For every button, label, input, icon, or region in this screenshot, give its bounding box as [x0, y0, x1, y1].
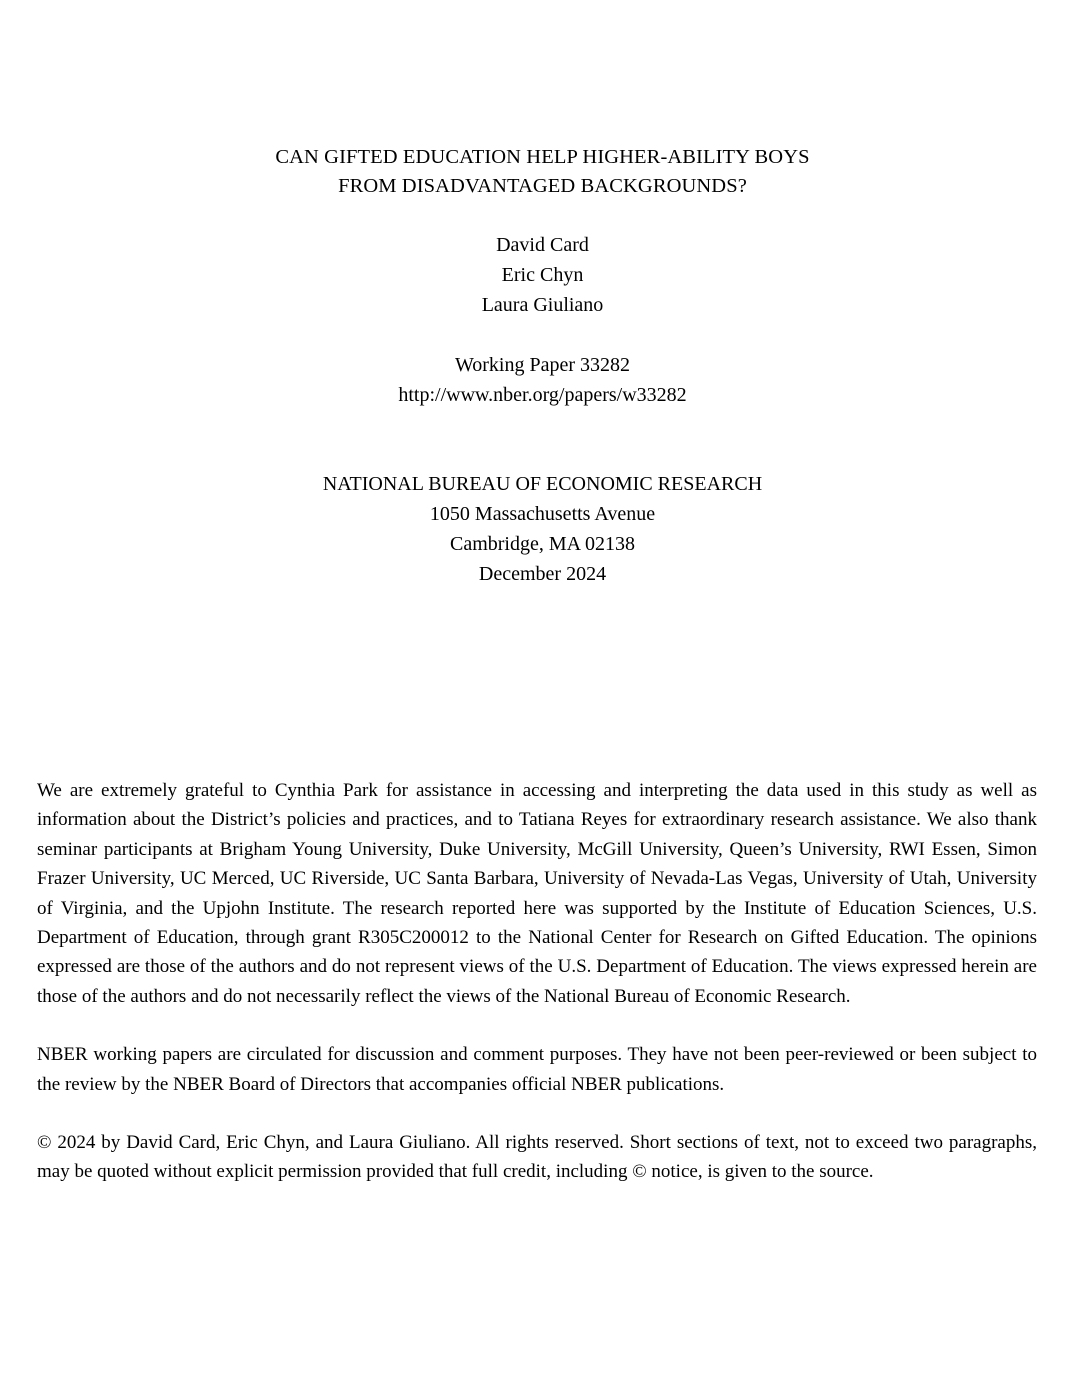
header-block	[0, 143, 1085, 589]
copyright-paragraph: © 2024 by David Card, Eric Chyn, and Laura Giuliano. All rights reserved. Short sections of text, not to exceed two paragraphs, may be quoted without explicit permission provided that full credit, including © notice, is given to the source.	[37, 1132, 1037, 1183]
organization-name: NATIONAL BUREAU OF ECONOMIC RESEARCH	[322, 473, 763, 495]
organization-block	[0, 469, 1085, 589]
author-name: Eric Chyn	[501, 264, 584, 286]
author-name: David Card	[496, 234, 589, 256]
page-title	[0, 143, 1085, 201]
paper-info	[0, 350, 1085, 410]
author-list	[0, 230, 1085, 320]
working-paper-number: Working Paper 33282	[454, 354, 631, 376]
body-block	[37, 776, 1037, 1187]
acknowledgments-paragraph: We are extremely grateful to Cynthia Park for assistance in accessing and interpreting the data used in this study as well as information about the District’s policies and practices, and to Tatiana Reyes for extraordinary research assistance. We also thank seminar participants at Brigham Young University, Duke University, McGill University, Queen’s University, RWI Essen, Simon Frazer University, UC Merced, UC Riverside, UC Santa Barbara, University of Nevada-Las Vegas, University of Utah, University of Virginia, and the Upjohn Institute. The research reported here was supported by the Institute of Education Sciences, U.S. Department of Education, through grant R305C200012 to the National Center for Research on Gifted Education. The opinions expressed are those of the authors and do not represent views of the U.S. Department of Education. The views expressed herein are those of the authors and do not necessarily reflect the views of the National Bureau of Economic Research.	[37, 780, 1037, 1007]
disclaimer-paragraph: NBER working papers are circulated for discussion and comment purposes. They have not been peer-reviewed or been subject to the review by the NBER Board of Directors that accompanies official NBER publications.	[37, 1044, 1037, 1095]
publication-date: December 2024	[478, 563, 607, 585]
author-name: Laura Giuliano	[481, 294, 604, 316]
title-line-2: FROM DISADVANTAGED BACKGROUNDS?	[338, 175, 747, 197]
paper-url[interactable]: http://www.nber.org/papers/w33282	[398, 384, 687, 406]
organization-street: 1050 Massachusetts Avenue	[429, 503, 656, 525]
organization-city-state-zip: Cambridge, MA 02138	[450, 533, 635, 555]
title-line-1: CAN GIFTED EDUCATION HELP HIGHER-ABILITY BOYS	[275, 146, 810, 168]
